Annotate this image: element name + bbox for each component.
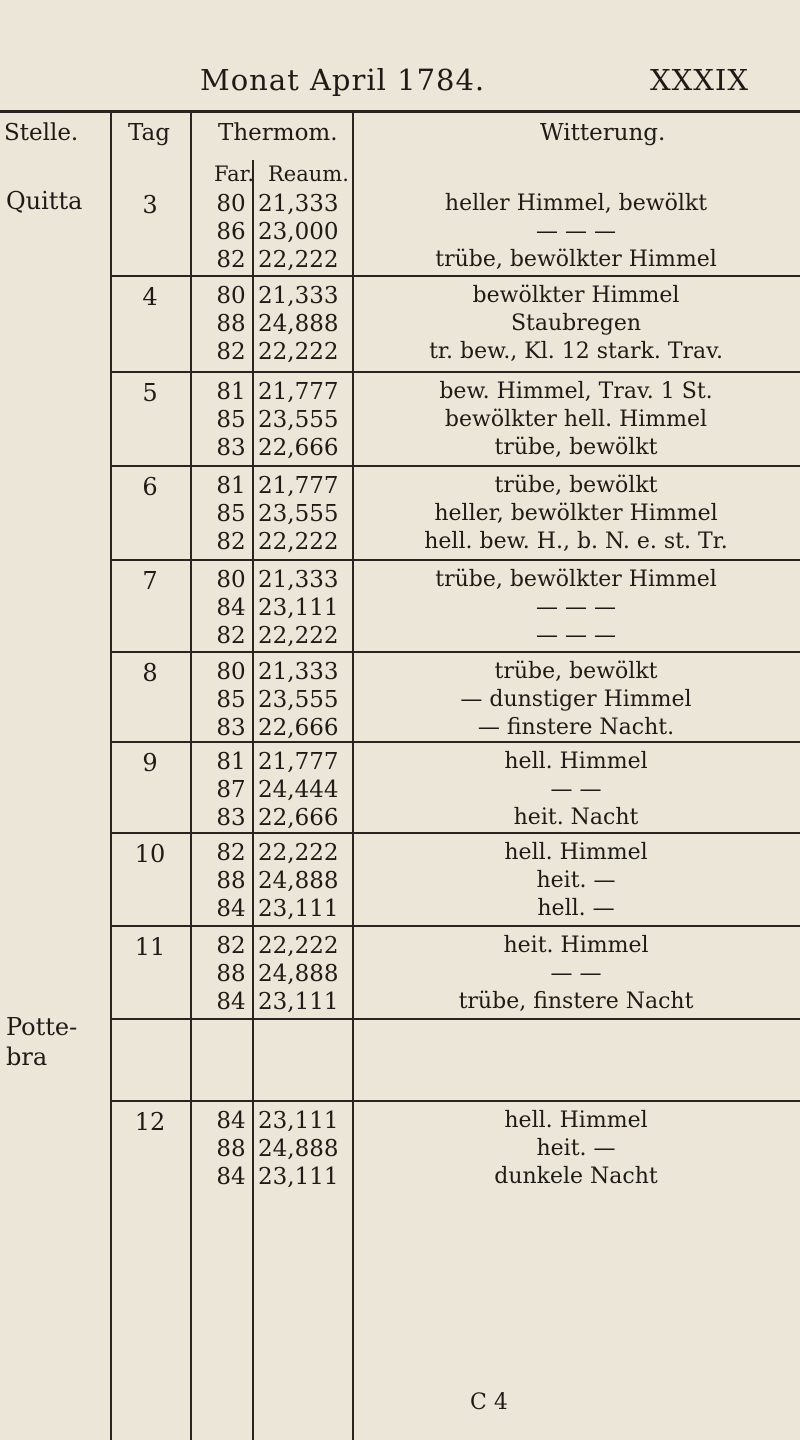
page-title: Monat April 1784.: [200, 63, 486, 97]
weather-text: — — —: [536, 623, 616, 648]
reaumur-value: 23,111: [258, 1164, 339, 1190]
weather-text: heller Himmel, bewölkt: [444, 191, 708, 216]
reaumur-value: 21,777: [258, 749, 339, 775]
fahrenheit-value: 80: [216, 283, 246, 309]
fahrenheit-value: 80: [216, 659, 246, 685]
reaumur-value: 24,888: [258, 868, 339, 894]
reaumur-value: 24,888: [258, 311, 339, 337]
row-divider: [110, 1100, 800, 1102]
row-divider: [110, 651, 800, 653]
page-folio: XXXIX: [650, 63, 750, 97]
row-divider: [110, 559, 800, 561]
weather-text: trübe, bewölkt: [494, 473, 658, 498]
reaumur-value: 21,333: [258, 659, 339, 685]
row-divider: [110, 275, 800, 277]
reaumur-value: 22,666: [258, 805, 339, 831]
row-divider: [110, 371, 800, 373]
row-divider: [110, 741, 800, 743]
column-header-reaumur: Reaum.: [268, 162, 349, 186]
fahrenheit-value: 80: [216, 191, 246, 217]
weather-text: hell. —: [537, 896, 615, 921]
row-divider: [110, 1018, 800, 1020]
fahrenheit-value: 84: [216, 989, 246, 1015]
fahrenheit-value: 82: [216, 247, 246, 273]
fahrenheit-value: 88: [216, 961, 246, 987]
weather-text: hell. Himmel: [504, 1108, 648, 1133]
weather-text: — —: [550, 961, 602, 986]
weather-text: trübe, bewölkter Himmel: [435, 247, 717, 272]
weather-text: hell. Himmel: [504, 840, 648, 865]
day-number: 12: [134, 1108, 166, 1136]
reaumur-value: 23,555: [258, 501, 339, 527]
reaumur-value: 24,444: [258, 777, 339, 803]
weather-text: — — —: [536, 219, 616, 244]
weather-text: heit. Nacht: [513, 805, 639, 830]
weather-text: hell. Himmel: [504, 749, 648, 774]
signature-mark: C 4: [470, 1390, 508, 1415]
weather-text: dunkele Nacht: [494, 1164, 658, 1189]
weather-text: heit. —: [536, 868, 616, 893]
fahrenheit-value: 87: [216, 777, 246, 803]
weather-text: — finstere Nacht.: [477, 715, 675, 740]
day-number: 10: [134, 840, 166, 868]
day-number: 4: [142, 283, 158, 311]
reaumur-value: 23,111: [258, 896, 339, 922]
fahrenheit-value: 80: [216, 567, 246, 593]
reaumur-value: 21,333: [258, 283, 339, 309]
reaumur-value: 24,888: [258, 1136, 339, 1162]
weather-text: — — —: [536, 595, 616, 620]
reaumur-value: 22,666: [258, 435, 339, 461]
fahrenheit-value: 84: [216, 1164, 246, 1190]
weather-text: heit. Himmel: [503, 933, 649, 958]
weather-text: heit. —: [536, 1136, 616, 1161]
day-number: 9: [142, 749, 158, 777]
day-block: [0, 1100, 800, 1230]
weather-text: bewölkter Himmel: [472, 283, 680, 308]
day-number: 8: [142, 659, 158, 687]
reaumur-value: 22,222: [258, 247, 339, 273]
reaumur-value: 22,222: [258, 339, 339, 365]
reaumur-value: 22,222: [258, 623, 339, 649]
fahrenheit-value: 82: [216, 623, 246, 649]
reaumur-value: 22,222: [258, 933, 339, 959]
weather-text: Staubregen: [510, 311, 642, 336]
weather-text: bew. Himmel, Trav. 1 St.: [439, 379, 713, 404]
fahrenheit-value: 82: [216, 933, 246, 959]
reaumur-value: 22,222: [258, 529, 339, 555]
header-rule: [0, 110, 800, 113]
fahrenheit-value: 81: [216, 379, 246, 405]
day-number: 6: [142, 473, 158, 501]
weather-text: heller, bewölkter Himmel: [434, 501, 718, 526]
day-number: 3: [142, 191, 158, 219]
weather-text: tr. bew., Kl. 12 stark. Trav.: [429, 339, 723, 364]
reaumur-value: 23,111: [258, 1108, 339, 1134]
reaumur-value: 23,555: [258, 687, 339, 713]
reaumur-value: 23,555: [258, 407, 339, 433]
reaumur-value: 23,000: [258, 219, 339, 245]
fahrenheit-value: 84: [216, 595, 246, 621]
weather-text: trübe, bewölkt: [494, 435, 658, 460]
reaumur-value: 24,888: [258, 961, 339, 987]
weather-text: trübe, finstere Nacht: [458, 989, 694, 1014]
weather-text: — dunstiger Himmel: [460, 687, 692, 712]
column-header-place: Stelle.: [4, 120, 79, 146]
reaumur-value: 23,111: [258, 989, 339, 1015]
column-header-fahrenheit: Far.: [214, 162, 255, 186]
fahrenheit-value: 88: [216, 1136, 246, 1162]
fahrenheit-value: 81: [216, 473, 246, 499]
fahrenheit-value: 84: [216, 896, 246, 922]
weather-text: — —: [550, 777, 602, 802]
row-divider: [110, 925, 800, 927]
day-number: 7: [142, 567, 158, 595]
weather-text: hell. bew. H., b. N. e. st. Tr.: [424, 529, 728, 554]
reaumur-value: 22,666: [258, 715, 339, 741]
column-header-thermometer: Thermom.: [218, 120, 338, 146]
fahrenheit-value: 83: [216, 805, 246, 831]
fahrenheit-value: 82: [216, 840, 246, 866]
fahrenheit-value: 84: [216, 1108, 246, 1134]
fahrenheit-value: 85: [216, 501, 246, 527]
fahrenheit-value: 82: [216, 529, 246, 555]
column-header-day: Tag: [128, 120, 170, 146]
row-divider: [110, 465, 800, 467]
place-name: Quitta: [6, 187, 83, 215]
place-name: Potte- bra: [6, 1013, 78, 1071]
fahrenheit-value: 88: [216, 868, 246, 894]
reaumur-value: 23,111: [258, 595, 339, 621]
weather-text: trübe, bewölkter Himmel: [435, 567, 717, 592]
fahrenheit-value: 83: [216, 715, 246, 741]
weather-text: bewölkter hell. Himmel: [444, 407, 708, 432]
reaumur-value: 21,777: [258, 379, 339, 405]
reaumur-value: 22,222: [258, 840, 339, 866]
column-header-weather: Witterung.: [540, 120, 666, 146]
reaumur-value: 21,333: [258, 567, 339, 593]
day-number: 5: [142, 379, 158, 407]
fahrenheit-value: 83: [216, 435, 246, 461]
fahrenheit-value: 82: [216, 339, 246, 365]
fahrenheit-value: 81: [216, 749, 246, 775]
fahrenheit-value: 88: [216, 311, 246, 337]
reaumur-value: 21,333: [258, 191, 339, 217]
fahrenheit-value: 86: [216, 219, 246, 245]
fahrenheit-value: 85: [216, 407, 246, 433]
weather-text: trübe, bewölkt: [494, 659, 658, 684]
reaumur-value: 21,777: [258, 473, 339, 499]
running-header: [0, 55, 800, 105]
row-divider: [110, 832, 800, 834]
day-number: 11: [134, 933, 166, 961]
fahrenheit-value: 85: [216, 687, 246, 713]
